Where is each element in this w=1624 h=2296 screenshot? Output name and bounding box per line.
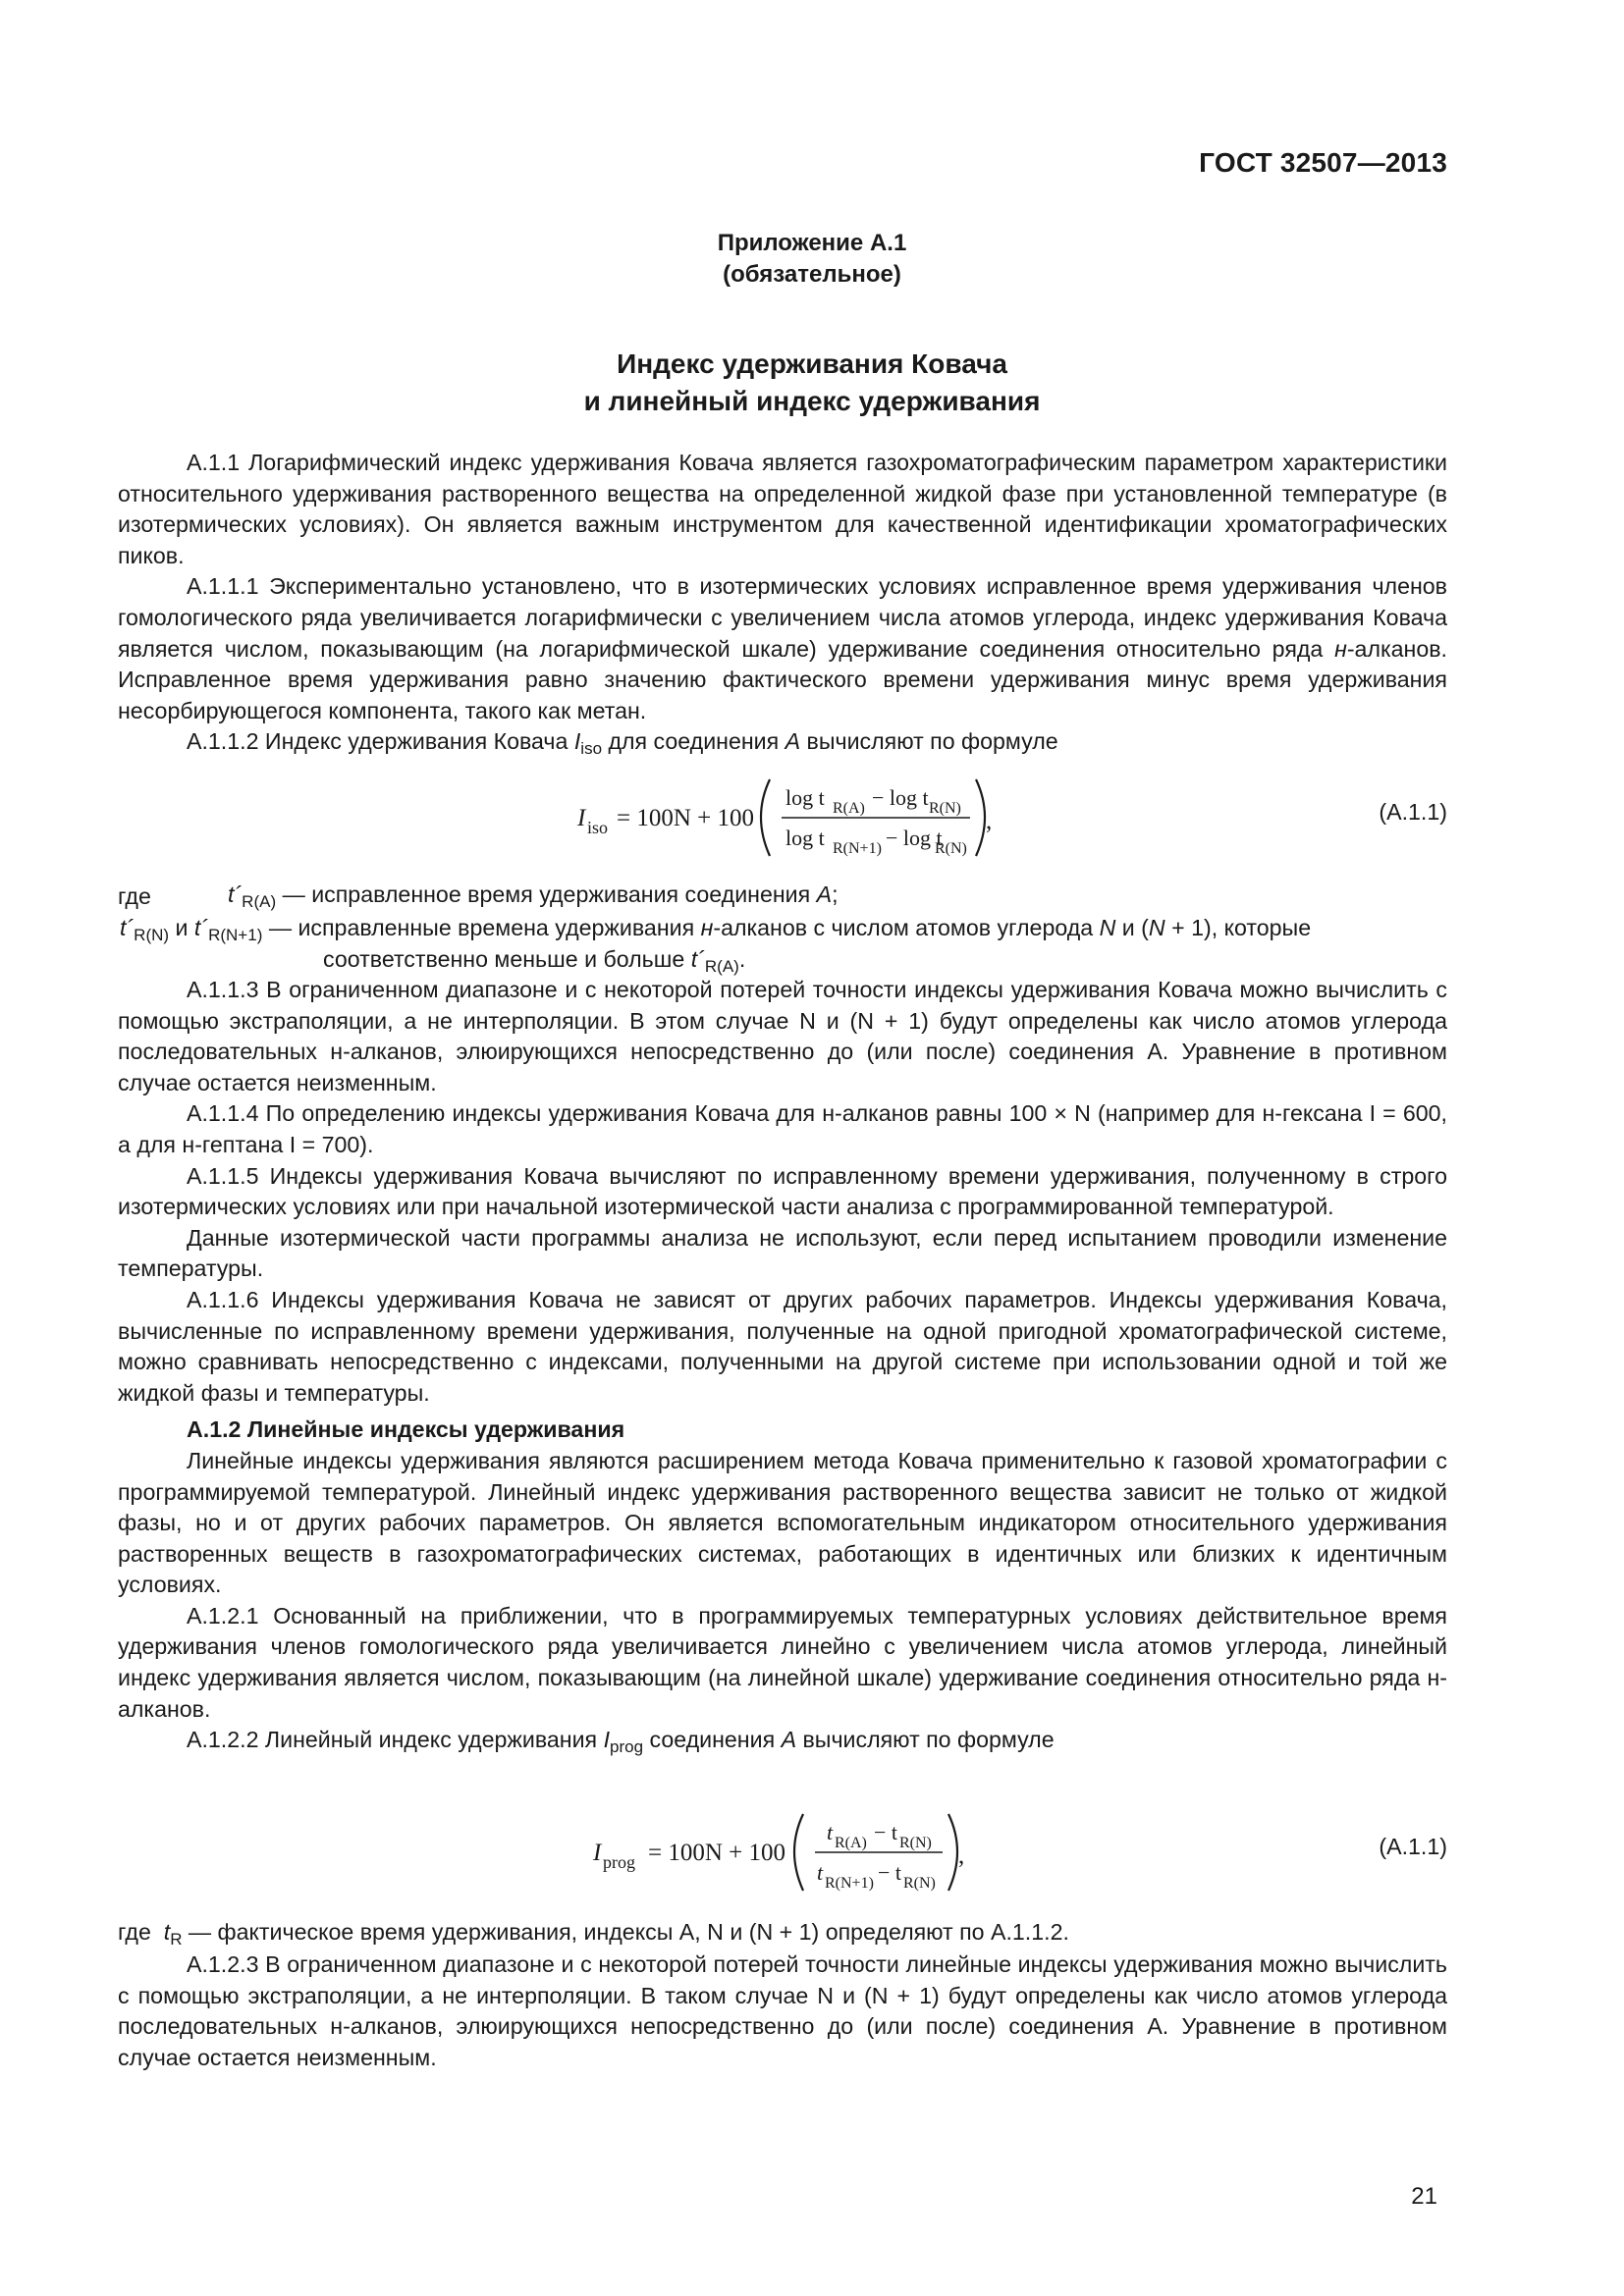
formula2-den-sub2: R(N): [903, 1875, 936, 1892]
page-number: 21: [1411, 2183, 1437, 2210]
formula1-den-sub2: R(N): [935, 840, 967, 857]
subheading-a12: А.1.2 Линейные индексы удерживания: [187, 1416, 625, 1443]
paragraph-linear-indices: Линейные индексы удерживания являются расширением метода Ковача применительно к газовой хроматографии с программируемой температурой. Линейный индекс удерживания растворенного вещества зависит не только от жидкой фазы, но и от других рабочих параметров. Он является вспомогательным индикатором относительного удерживания растворенных веществ в газохроматографических системах, работающих в идентичных или близких к идентичным условиях.: [118, 1447, 1447, 1598]
title-line-1: Индекс удерживания Ковача: [617, 348, 1007, 379]
paragraph-a111: А.1.1.1 Экспериментально установлено, что в изотермических условиях исправленное время удерживания членов гомологического ряда увеличивается логарифмически с увеличением числа атомов углерода, индекс удерживания Ковача является числом, показывающим (на логарифмической шкале) удерживание соединения относительно ряда н-алканов. Исправленное время удерживания равно значению фактического времени удерживания минус время удерживания несорбирующегося компонента, такого как метан.: [118, 573, 1447, 723]
formula2-den-minus: − t: [878, 1860, 902, 1885]
where2-line: где $t_R$ — фактическое время удерживания, индексы A, N и (N + 1) определяют по А.1.1.2.: [118, 1919, 1069, 1949]
where1-item-2-continuation: соответственно меньше и больше $t´_{R(A)}$.: [323, 946, 746, 976]
formula1-tail: ,: [986, 808, 993, 834]
where-label-1: где: [118, 883, 151, 909]
text-block-2: [118, 975, 1447, 1756]
formula1-lhs-sub: iso: [587, 818, 609, 837]
paragraph-a114: А.1.1.4 По определению индексы удерживания Ковача для н-алканов равны 100 × N (например для н-гексана I = 600, а для н-гептана I = 700).: [118, 1100, 1447, 1157]
text-block-1: [118, 448, 1447, 758]
formula2-lhs-I: I: [593, 1840, 602, 1866]
formula2-right-paren: [948, 1814, 957, 1891]
formula2-num-t1: t: [827, 1820, 834, 1844]
formula2-left-paren: [794, 1814, 803, 1891]
paragraph-a11: А.1.1 Логарифмический индекс удерживания Ковача является газохроматографическим параметром характеристики относительного удерживания растворенного вещества на определенной жидкой фазе при установленной температуре (в изотермических условиях). Он является важным инструментом для качественной идентификации хроматографических пиков.: [118, 450, 1447, 568]
formula1-right-paren: [976, 779, 985, 856]
formula1-num-sub2: R(N): [929, 800, 961, 817]
formula2-den-t1: t: [817, 1860, 824, 1885]
formula2-lhs-sub: prog: [603, 1852, 635, 1872]
paragraph-a116: А.1.1.6 Индексы удерживания Ковача не зависят от других рабочих параметров. Индексы удерживания Ковача, вычисленные по исправленному времени удерживания, полученные на одной пригодной хроматографической системе, можно сравнивать непосредственно с индексами, полученными на другой системе при использовании одной и той же жидкой фазы и температуры.: [118, 1286, 1447, 1406]
paragraph-a113: А.1.1.3 В ограниченном диапазоне и с некоторой потерей точности индексы удерживания Ковача можно вычислить с помощью экстраполяции, а не интерполяции. В этом случае N и (N + 1) будут определены как число атомов углерода последовательных н-алканов, элюирующихся непосредственно до (или после) соединения A. Уравнение в противном случае остается неизменным.: [118, 977, 1447, 1095]
appendix-heading: [0, 228, 1624, 291]
formula2-num-sub1: R(A): [835, 1835, 867, 1851]
formula2-num-minus: − t: [874, 1820, 898, 1844]
appendix-title: Приложение А.1: [717, 230, 907, 256]
appendix-status: (обязательное): [723, 261, 901, 288]
formula2-num-sub2: R(N): [899, 1835, 932, 1851]
where1-item-1: $t´_{R(A)}$ — исправленное время удерживания соединения A;: [228, 881, 839, 911]
formula1-left-paren: [761, 779, 770, 856]
formula1-number: (А.1.1): [1379, 799, 1447, 825]
formula-kovats-iso: [0, 770, 1624, 858]
formula1-num-minus: − log t: [872, 785, 929, 810]
formula1-den-sub1: R(N+1): [833, 840, 882, 857]
paragraph-a122: А.1.2.2 Линейный индекс удерживания $I_{prog}$ соединения A вычисляют по формуле: [187, 1727, 1055, 1757]
text-block-3: [118, 1949, 1447, 2073]
formula1-lhs-I: I: [577, 805, 586, 831]
title-line-2: и линейный индекс удерживания: [583, 386, 1041, 416]
paragraph-a115: А.1.1.5 Индексы удерживания Ковача вычисляют по исправленному времени удерживания, полученному в строго изотермических условиях или при начальной изотермической части анализа с программированной температурой.: [118, 1162, 1447, 1220]
paragraph-a123: А.1.2.3 В ограниченном диапазоне и с некоторой потерей точности линейные индексы удерживания можно вычислить с помощью экстраполяции, а не интерполяции. В таком случае N и (N + 1) будут определены как число атомов углерода последовательных н-алканов, элюирующихся непосредственно до (или после) соединения A. Уравнение в противном случае остается неизменным.: [118, 1951, 1447, 2070]
formula2-number: (А.1.1): [1379, 1834, 1447, 1859]
formula1-den-minus: − log t: [886, 826, 943, 850]
formula1-num-sub1: R(A): [833, 800, 865, 817]
formula2-den-sub1: R(N+1): [825, 1875, 874, 1892]
formula1-eq: = 100N + 100: [617, 805, 755, 831]
formula-linear-prog: [0, 1804, 1624, 1893]
paragraph-isothermal-data: Данные изотермической части программы анализа не используют, если перед испытанием проводили изменение температуры.: [118, 1224, 1447, 1282]
formula1-num-log1: log t: [785, 785, 825, 810]
paragraph-a112: А.1.1.2 Индекс удерживания Ковача $I_{iso}$ для соединения A вычисляют по формуле: [187, 728, 1058, 759]
formula1-den-log1: log t: [785, 826, 825, 850]
where1-item-2: $t´_{R(N)}$ и $t´_{R(N+1)}$ — исправленные времена удерживания н-алканов с числом атомов углерода N и (N + 1), которые: [120, 915, 1312, 944]
document-title: [0, 346, 1624, 420]
standard-header: ГОСТ 32507—2013: [1199, 147, 1447, 178]
formula2-tail: ,: [958, 1842, 965, 1869]
paragraph-a121: А.1.2.1 Основанный на приближении, что в программируемых температурных условиях действительное время удерживания членов гомологического ряда увеличивается линейно с увеличением числа атомов углерода, линейный индекс удерживания является числом, показывающим (на линейной шкале) удерживание соединения относительно ряда н-алканов.: [118, 1602, 1447, 1722]
formula2-eq: = 100N + 100: [648, 1840, 786, 1866]
